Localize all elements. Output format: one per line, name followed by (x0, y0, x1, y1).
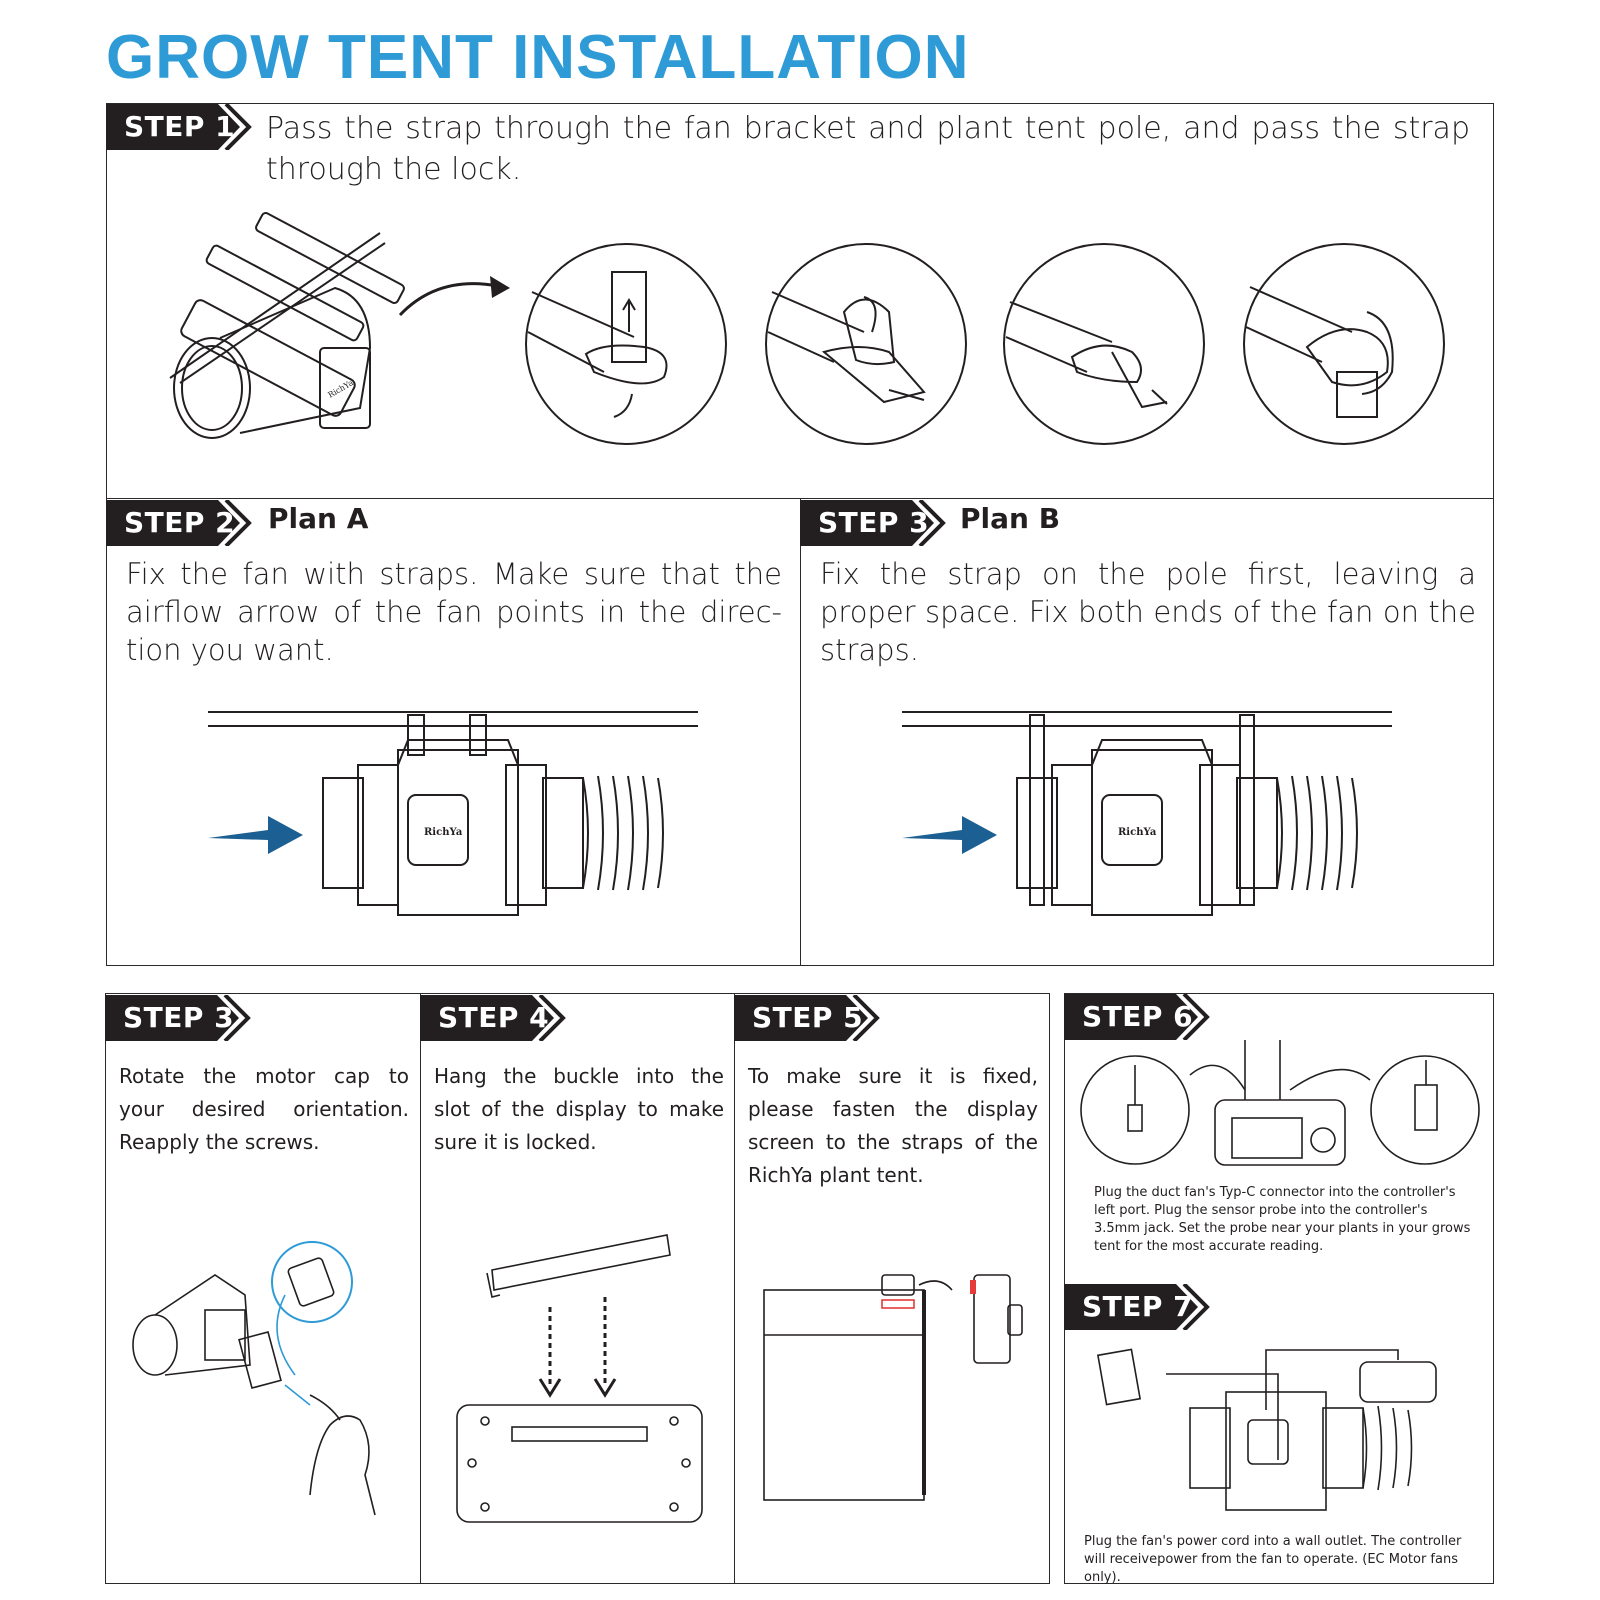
strap-red-marker (882, 1300, 914, 1308)
fan-plan-a-illustration (208, 710, 708, 920)
controller-connection-illustration (1080, 1040, 1480, 1180)
clip-red-marker (970, 1280, 976, 1294)
step2-badge-label: STEP 2 (124, 506, 236, 539)
buckle-slot-illustration (452, 1235, 707, 1525)
down-arrow-icon (550, 1297, 605, 1385)
step5-badge-label: STEP 5 (752, 1001, 864, 1034)
airflow-arrow-icon (208, 816, 303, 854)
fan-brand-label: RichYa (1118, 827, 1157, 838)
fan-plan-b-illustration (902, 710, 1402, 920)
step2-plan-label: Plan A (268, 502, 369, 535)
step6-text: Plug the duct fan's Typ-C connector into the controller's left port. Plug the sensor probe into the controller's 3.5mm jack. Set the probe near your plants in your grows tent for the most accurate reading. (1094, 1185, 1471, 1254)
display-fasten-illustration (764, 1275, 1034, 1495)
curved-arrow-icon (398, 270, 518, 330)
step3-badge-label: STEP 3 (123, 1001, 235, 1034)
step5-text: To make sure it is fixed, please fasten the display screen to the straps of the RichYa plant tent. (748, 1064, 1038, 1187)
strap-lock-detail-3 (1002, 242, 1206, 446)
step4-text: Hang the buckle into the slot of the display to make sure it is locked. (434, 1064, 724, 1154)
step3-planb-plan-label: Plan B (960, 502, 1061, 535)
fan-with-strap-illustration (160, 228, 420, 458)
step6-badge-label: STEP 6 (1082, 1000, 1194, 1033)
strap-lock-detail-2 (764, 242, 968, 446)
motor-cap-rotation-illustration (125, 1245, 405, 1525)
strap-lock-detail-1 (524, 242, 728, 446)
fan-brand-label: RichYa (424, 827, 463, 838)
step3-text: Rotate the motor cap to your desired orientation. Reapply the screws. (119, 1064, 409, 1154)
step3-planb-text: Fix the strap on the pole first, leaving a proper space. Fix both ends of the fan on the straps. (820, 557, 1476, 667)
step7-badge-label: STEP 7 (1082, 1290, 1194, 1323)
step3-planb-badge-label: STEP 3 (818, 506, 930, 539)
page-title: GROW TENT INSTALLATION (106, 23, 970, 92)
fan-brand-label: RichYa (326, 378, 355, 400)
step4-badge-label: STEP 4 (438, 1001, 550, 1034)
strap-lock-detail-4 (1242, 242, 1446, 446)
step1-badge-label: STEP 1 (124, 110, 236, 143)
step7-text: Plug the fan's power cord into a wall outlet. The controller will receivepower from the fan to operate. (EC Motor fans only). (1084, 1534, 1462, 1585)
step2-text: Fix the fan with straps. Make sure that the airflow arrow of the fan points in the direc-tion you want. (126, 557, 782, 667)
power-connection-illustration (1098, 1340, 1468, 1520)
airflow-arrow-icon (902, 816, 997, 854)
step1-text: Pass the strap through the fan bracket and plant tent pole, and pass the strap through the lock. (266, 111, 1470, 187)
